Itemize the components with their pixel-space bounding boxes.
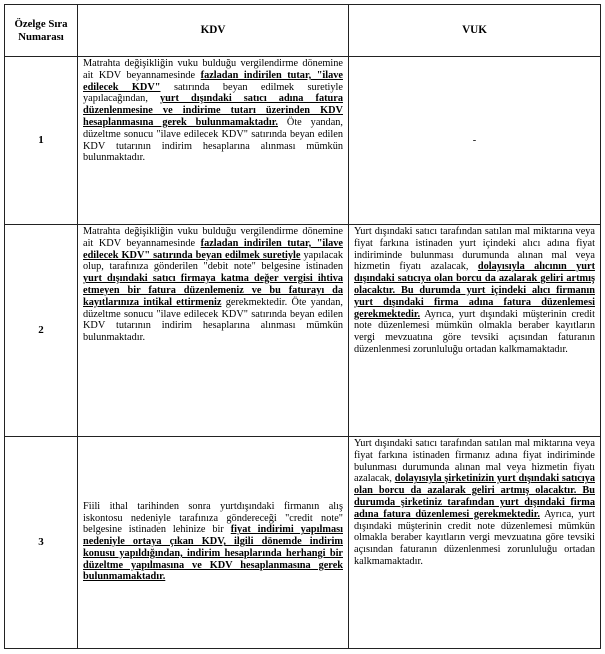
table-row [5,57,601,225]
emphasized-text: yurt dışındaki satıcı firmaya katma değer vergisi ihtiva etmeyen bir fatura düzenlemeniz ve bu faturayı da kayıtlarınıza intikal ettirmeniz [83,273,343,308]
body-text: Matrahta değişikliğin vuku bulduğu vergilendirme dönemine ait KDV beyannamesinde [83,226,343,249]
vuk-cell: - [349,57,601,225]
emphasized-text: fazladan indirilen tutar, "ilave edilecek KDV" [83,69,343,93]
emphasized-text: dolayısıyla şirketinizin yurt dışındaki satıcıya olan borcu da azalarak geliri artmış olacaktır. Bu durumda şirketiniz tarafından yurt dışındaki firma adına fatura düzenlemesi gerekmektedir. [354,473,595,520]
body-text: Öte yandan, düzeltme sonucu "ilave edilecek KDV" satırında beyan edilen KDV tutarının indirim hesaplarına alınması mümkün bulunmaktadır. [83,116,343,164]
kdv-cell [78,57,349,225]
header-kdv: KDV [78,5,349,57]
table-row [5,225,601,437]
ruling-number: 3 [5,437,78,649]
kdv-cell [78,225,349,437]
kdv-cell [78,437,349,649]
emphasized-text: fazladan indirilen tutar, "ilave edilecek KDV" satırında beyan edilmek suretiyle [83,237,343,261]
vuk-cell [349,225,601,437]
body-text: satırında beyan edilmek suretiyle yapılacağından, [83,81,343,105]
body-text: Yurt dışındaki satıcı tarafından satılan mal miktarına veya fiyat farkına istinaden yurt içindeki alıcı adına fiyat indiriminde bulunması durumunda alınan mal veya hizmetin fiyatı azalacak, [354,226,595,273]
body-text: Matrahta değişikliğin vuku bulduğu vergilendirme dönemine ait KDV beyannamesinde [83,58,343,81]
vuk-cell [349,437,601,649]
body-text: Yurt dışındaki satıcı tarafından satılan mal miktarına veya fiyat farkına istinaden firmanız adına fiyat indiriminde bulunması durumunda alınan mal veya hizmetin fiyatı azalacak, [354,438,595,485]
table-row [5,437,601,649]
ruling-comparison-table [4,4,601,649]
emphasized-text: yurt dışındaki satıcı adına fatura düzenlenmesine ve indirime tutarı üzerinden KDV hesaplanmasına gerek bulunmamaktadır. [83,93,343,128]
emphasized-text: dolayısıyla alıcının yurt dışındaki satıcıya olan borcu da azalarak geliri artmış olacaktır. Bu durumda yurt içindeki alıcı firmanın yurt dışındaki firma adına fatura düzenlemesi gerekmektedir. [354,261,595,320]
body-text: Fiili ithal tarihinden sonra yurtdışındaki firmanın alış iskontosu nedeniyle tarafınıza göndereceği "credit note" belgesine istinaden lehinize bir [83,500,343,536]
body-text: yapılacak olup, tarafınıza gönderilen "debit note" belgesine istinaden [83,249,343,273]
header-vuk: VUK [349,5,601,57]
ruling-number: 2 [5,225,78,437]
ruling-number: 1 [5,57,78,225]
header-row [5,5,601,57]
body-text: gerekmektedir. Öte yandan, düzeltme sonucu "ilave edilecek KDV" satırında beyan edilen KDV tutarının indirim hesaplarına alınması mümkün bulunmaktadır. [83,296,343,344]
header-ruling-number: Özelge Sıra Numarası [5,5,78,57]
body-text: Ayrıca, yurt dışındaki müşterinin credit note düzenlemesi mümkün olmakla beraber kayıtların vergi mevzuatına göre tevsiki açısından faturanın düzenlenmesi zorunluluğu ortadan kalkmamaktadır. [354,308,595,355]
emphasized-text: fiyat indirimi yapılması nedeniyle ortaya çıkan KDV, ilgili dönemde indirim konusu yapıldığından, indirim hesaplarında herhangi bir düzeltme yapılmasına ve KDV hesaplanmasına gerek bulunmamaktadır. [83,524,343,583]
body-text: Ayrıca, yurt dışındaki müşterinin credit note düzenlemesi mümkün olmakla beraber kayıtların vergi mevzuatına göre tevsiki açısından faturanın düzenlenmesi zorunluluğu ortadan kalkmamaktadır. [354,508,595,567]
